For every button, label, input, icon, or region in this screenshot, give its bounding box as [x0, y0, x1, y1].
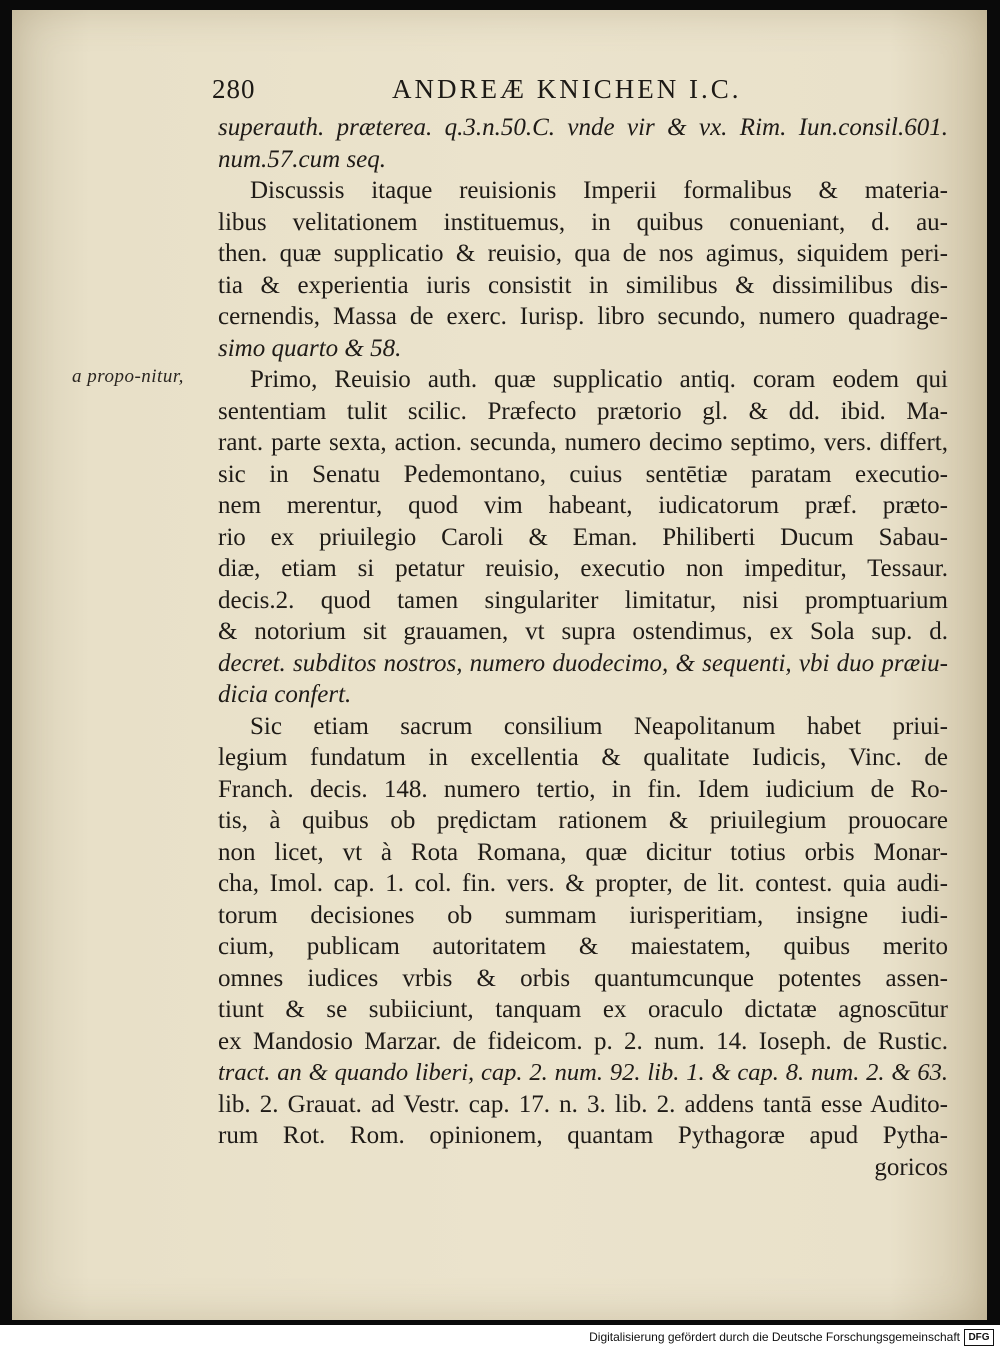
text-line: dicia confert.	[218, 681, 352, 708]
text-line: Discussis itaque reuisionis Imperii formalibus & materia-	[250, 177, 948, 204]
text-line: then. quæ supplicatio & reuisio, qua de nos agimus, siquidem peri-	[218, 240, 948, 267]
text-line: rant. parte sexta, action. secunda, numero decimo septimo, vers. differt,	[218, 429, 948, 456]
text-line: cium, publicam autoritatem & maiestatem, quibus merito	[218, 933, 948, 960]
catchword: goricos	[874, 1153, 948, 1181]
text-line: diæ, etiam si petatur reuisio, executio non impeditur, Tessaur.	[218, 555, 948, 582]
page-number: 280	[212, 74, 256, 104]
text-line: tia & experientia iuris consistit in similibus & dissimilibus dis-	[218, 271, 948, 299]
text-line: tis, à quibus ob prędictam rationem & priuilegium prouocare	[218, 807, 948, 834]
body-text	[218, 112, 948, 1183]
text-line: sic in Senatu Pedemontano, cuius sentētiæ paratam executio-	[218, 460, 948, 488]
text-line: Primo, Reuisio auth. quæ supplicatio antiq. coram eodem qui	[250, 366, 948, 393]
page-header	[212, 72, 972, 112]
running-head: ANDREÆ KNICHEN I.C.	[392, 74, 742, 104]
text-line: omnes iudices vrbis & orbis quantumcunque potentes assen-	[218, 964, 948, 992]
text-line: Sic etiam sacrum consilium Neapolitanum habet priui-	[250, 712, 948, 740]
text-line: lib. 2. Grauat. ad Vestr. cap. 17. n. 3. lib. 2. addens tantā esse Audito-	[218, 1090, 948, 1118]
text-line: ex Mandosio Marzar. de fideicom. p. 2. num. 14. Ioseph. de Rustic.	[218, 1027, 948, 1055]
text-line: non licet, vt à Rota Romana, quæ dicitur totius orbis Monar-	[218, 838, 948, 866]
text-line: rio ex priuilegio Caroli & Eman. Philiberti Ducum Sabau-	[218, 523, 948, 551]
text-line: legium fundatum in excellentia & qualitate Iudicis, Vinc. de	[218, 744, 948, 771]
text-line: & notorium sit grauamen, vt supra ostendimus, ex Sola sup. d.	[218, 618, 948, 645]
digitization-footer	[0, 1325, 1000, 1349]
text-line: cernendis, Massa de exerc. Iurisp. libro secundo, numero quadrage-	[218, 303, 948, 330]
text-line: sententiam tulit scilic. Præfecto prætorio gl. & dd. ibid. Ma-	[218, 397, 948, 425]
text-line: cha, Imol. cap. 1. col. fin. vers. & propter, de lit. contest. quia audi-	[218, 870, 948, 897]
text-line: libus velitationem instituemus, in quibus conueniant, d. au-	[218, 208, 948, 236]
text-line: Franch. decis. 148. numero tertio, in fin. Idem iudicium de Ro-	[218, 775, 948, 803]
text-line: num.57.cum seq.	[218, 145, 387, 173]
text-line: superauth. præterea. q.3.n.50.C. vnde vir & vx. Rim. Iun.consil.601.	[218, 114, 948, 141]
text-line: torum decisiones ob summam iurisperitiam, insigne iudi-	[218, 901, 948, 929]
text-line: simo quarto & 58.	[218, 334, 402, 362]
footer-credit: Digitalisierung gefördert durch die Deutsche Forschungsgemeinschaft	[589, 1330, 960, 1344]
text-line: decret. subditos nostros, numero duodecimo, & sequenti, vbi duo præiu-	[218, 649, 948, 677]
text-line: rum Rot. Rom. opinionem, quantam Pythagoræ apud Pytha-	[218, 1122, 948, 1149]
text-line: tract. an & quando liberi, cap. 2. num. 92. lib. 1. & cap. 8. num. 2. & 63.	[218, 1059, 948, 1086]
text-line: nem merentur, quod vim habeant, iudicatorum præf. præto-	[218, 492, 948, 519]
text-line: tiunt & se subiiciunt, tanquam ex oraculo dictatæ agnoscūtur	[218, 996, 948, 1023]
dfg-logo: DFG	[964, 1329, 994, 1346]
handwritten-margin-note: a propo-nitur,	[72, 366, 184, 387]
text-line: decis.2. quod tamen singulariter limitatur, nisi promptuarium	[218, 586, 948, 614]
